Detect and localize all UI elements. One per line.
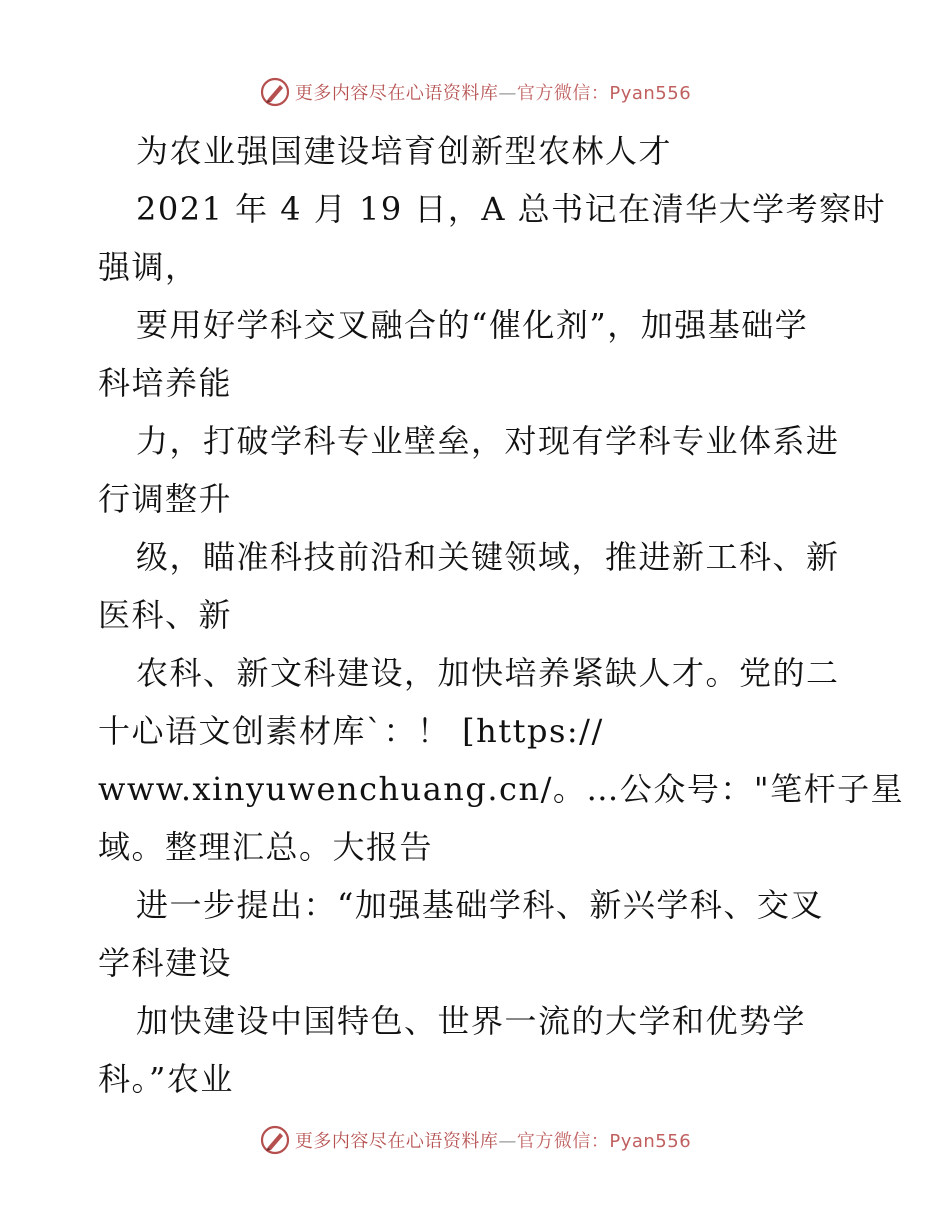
text-line: 2021 年 4 月 19 日，A 总书记在清华大学考察时 [136, 190, 887, 228]
text-line: 要用好学科交叉融合的“催化剂”，加强基础学 [136, 306, 809, 344]
pen-logo-icon [259, 76, 291, 108]
watermark-text: 更多内容尽在心语资料库—官方微信：Pyan556 [294, 1131, 692, 1152]
text-line: 农科、新文科建设，加快培养紧缺人才。党的二 [136, 654, 840, 692]
text-line: 医科、新 [98, 596, 233, 634]
text-line: 进一步提出：“加强基础学科、新兴学科、交叉 [136, 886, 824, 924]
text-line: 加快建设中国特色、世界一流的大学和优势学 [136, 1002, 807, 1040]
text-line: 科。”农业 [98, 1060, 234, 1098]
pen-logo-icon [259, 1124, 291, 1156]
watermark-text: 更多内容尽在心语资料库—官方微信：Pyan556 [294, 83, 692, 104]
text-line: 为农业强国建设培育创新型农林人才 [136, 132, 673, 170]
text-line: 科培养能 [98, 364, 233, 402]
text-line: 十心语文创素材库`：！ [https:// [98, 712, 604, 750]
text-line: 行调整升 [98, 480, 233, 518]
text-line: www.xinyuwenchuang.cn/。…公众号："笔杆子星 [98, 770, 905, 808]
footer-watermark-banner [0, 1120, 950, 1160]
text-line: 学科建设 [98, 944, 233, 982]
text-line: 域。整理汇总。大报告 [98, 828, 434, 866]
text-line: 力，打破学科专业壁垒，对现有学科专业体系进 [136, 422, 840, 460]
document-body [98, 122, 905, 1108]
text-line: 强调， [98, 248, 199, 286]
text-line: 级，瞄准科技前沿和关键领域，推进新工科、新 [136, 538, 840, 576]
header-watermark-banner [0, 72, 950, 112]
